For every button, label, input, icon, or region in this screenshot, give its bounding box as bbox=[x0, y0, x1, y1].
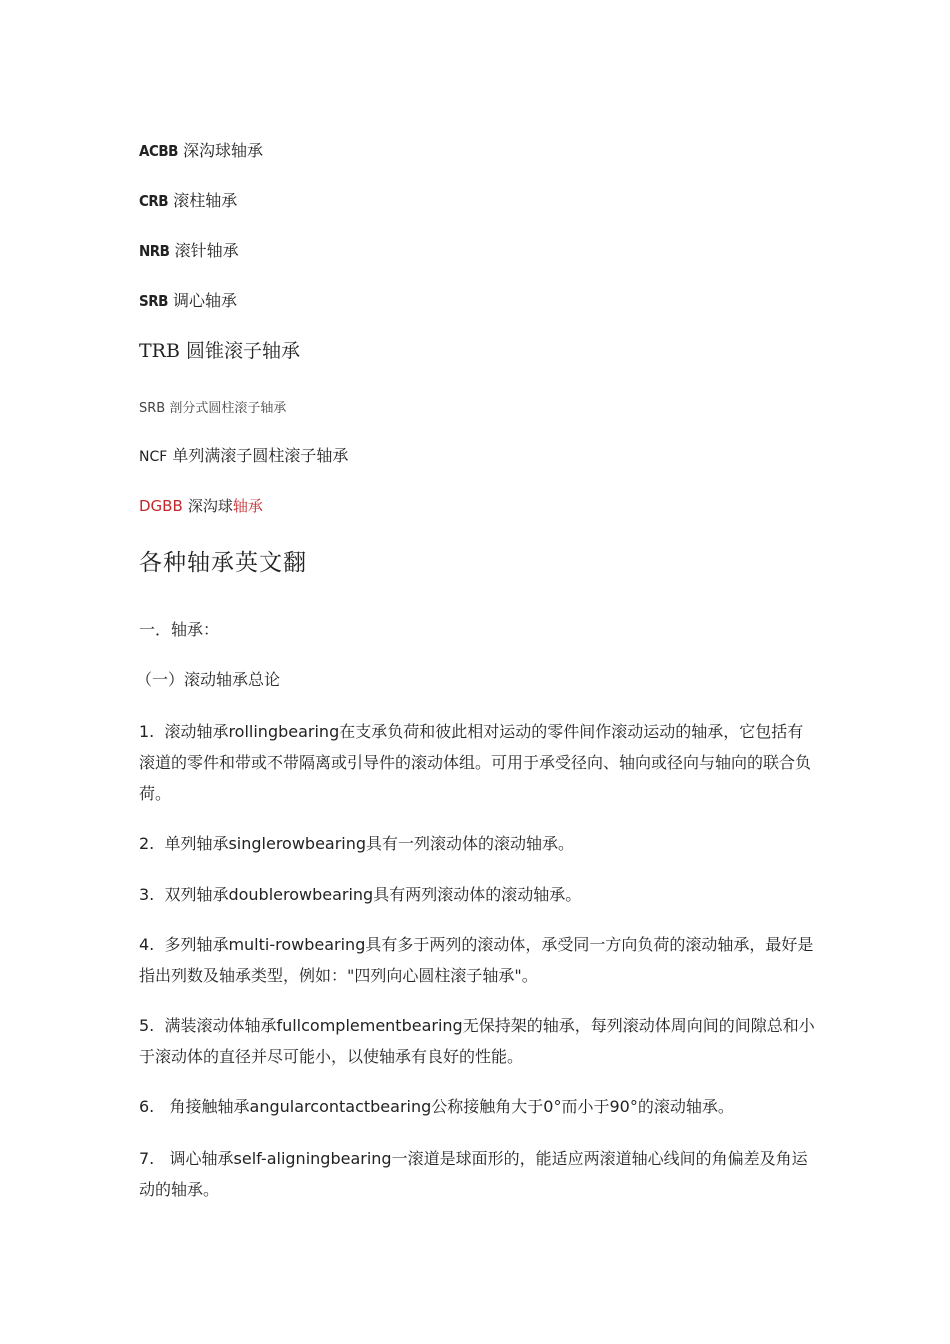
bearing-name: 调心轴承 bbox=[173, 291, 238, 310]
bearing-code: DGBB bbox=[139, 497, 183, 515]
bearing-name: 圆锥滚子轴承 bbox=[186, 340, 301, 362]
definition-item bbox=[139, 879, 819, 910]
bearing-name: 剖分式圆柱滚子轴承 bbox=[169, 401, 287, 416]
bearing-type-line bbox=[139, 293, 237, 309]
bearing-name: 单列满滚子圆柱滚子轴承 bbox=[172, 446, 349, 465]
bearing-type-line bbox=[139, 143, 263, 159]
angle-value: 90° bbox=[609, 1097, 638, 1116]
bearing-code: SRB bbox=[139, 401, 166, 416]
definition-item bbox=[139, 1010, 819, 1072]
item-english: angularcontactbearing bbox=[249, 1097, 432, 1116]
definition-item bbox=[139, 1143, 819, 1205]
bearing-type-line bbox=[139, 402, 286, 415]
bearing-code: ACBB bbox=[139, 142, 178, 160]
item-term: 单列轴承 bbox=[164, 834, 229, 853]
item-description: 具有多于两列的滚动体，承受同一方向负荷的滚动轴承，最好是指出列数及轴承类型，例如："四列向心圆柱滚子轴承"。 bbox=[139, 935, 814, 985]
item-description: 而小于 bbox=[561, 1097, 610, 1116]
item-description: 的滚动轴承。 bbox=[637, 1097, 734, 1116]
bearing-code: NCF bbox=[139, 449, 168, 465]
bearing-type-line bbox=[139, 342, 300, 361]
item-term: 角接触轴承 bbox=[169, 1097, 250, 1116]
item-number: 4. bbox=[139, 935, 155, 954]
item-term: 多列轴承 bbox=[164, 935, 229, 954]
item-description: 无保持架的轴承，每列滚动体周向间的间隙总和小于滚动体的直径并尽可能小，以使轴承有良好的性能。 bbox=[139, 1016, 815, 1066]
item-number: 1. bbox=[139, 722, 155, 741]
item-term: 调心轴承 bbox=[169, 1149, 234, 1168]
item-term: 双列轴承 bbox=[164, 885, 229, 904]
subsection-heading: （一）滚动轴承总论 bbox=[136, 670, 281, 689]
bearing-code: TRB bbox=[139, 340, 180, 362]
bearing-type-line bbox=[139, 193, 237, 209]
bearing-code: CRB bbox=[139, 192, 169, 210]
bearing-name: 深沟球 bbox=[187, 497, 233, 515]
definition-item bbox=[139, 716, 819, 809]
item-english: self-aligningbearing bbox=[233, 1149, 392, 1168]
item-number: 2. bbox=[139, 834, 155, 853]
page-title: 各种轴承英文翻 bbox=[139, 550, 307, 576]
item-term: 满装滚动体轴承 bbox=[164, 1016, 277, 1035]
item-description: 一滚道是球面形的，能适应两滚道轴心线间的角偏差及角运动的轴承。 bbox=[139, 1149, 808, 1199]
item-english: fullcomplementbearing bbox=[276, 1016, 463, 1035]
item-number: 7. bbox=[139, 1149, 155, 1168]
item-term: 滚动轴承 bbox=[164, 722, 229, 741]
bearing-type-line bbox=[139, 243, 239, 259]
item-description: 具有两列滚动体的滚动轴承。 bbox=[373, 885, 582, 904]
definition-item bbox=[139, 1091, 819, 1122]
item-english: multi-rowbearing bbox=[228, 935, 366, 954]
section-heading: 一．轴承： bbox=[139, 620, 220, 639]
item-description: 公称接触角大于 bbox=[431, 1097, 544, 1116]
definition-item bbox=[139, 929, 819, 991]
bearing-name: 深沟球轴承 bbox=[183, 141, 264, 160]
item-description: 在支承负荷和彼此相对运动的零件间作滚动运动的轴承，它包括有滚道的零件和带或不带隔离或引导件的滚动体组。可用于承受径向、轴向或径向与轴向的联合负荷。 bbox=[139, 722, 812, 803]
angle-value: 0° bbox=[543, 1097, 562, 1116]
bearing-code: SRB bbox=[139, 292, 168, 310]
bearing-code: NRB bbox=[139, 242, 170, 260]
item-number: 6. bbox=[139, 1097, 155, 1116]
item-number: 5. bbox=[139, 1016, 155, 1035]
item-english: singlerowbearing bbox=[228, 834, 367, 853]
item-number: 3. bbox=[139, 885, 155, 904]
bearing-type-line bbox=[139, 448, 348, 464]
bearing-name: 滚柱轴承 bbox=[173, 191, 238, 210]
definition-item bbox=[139, 828, 819, 859]
bearing-name-red: 轴承 bbox=[232, 497, 263, 515]
item-english: rollingbearing bbox=[228, 722, 340, 741]
bearing-name: 滚针轴承 bbox=[174, 241, 239, 260]
item-english: doublerowbearing bbox=[228, 885, 374, 904]
bearing-type-line bbox=[139, 498, 263, 514]
item-description: 具有一列滚动体的滚动轴承。 bbox=[366, 834, 575, 853]
